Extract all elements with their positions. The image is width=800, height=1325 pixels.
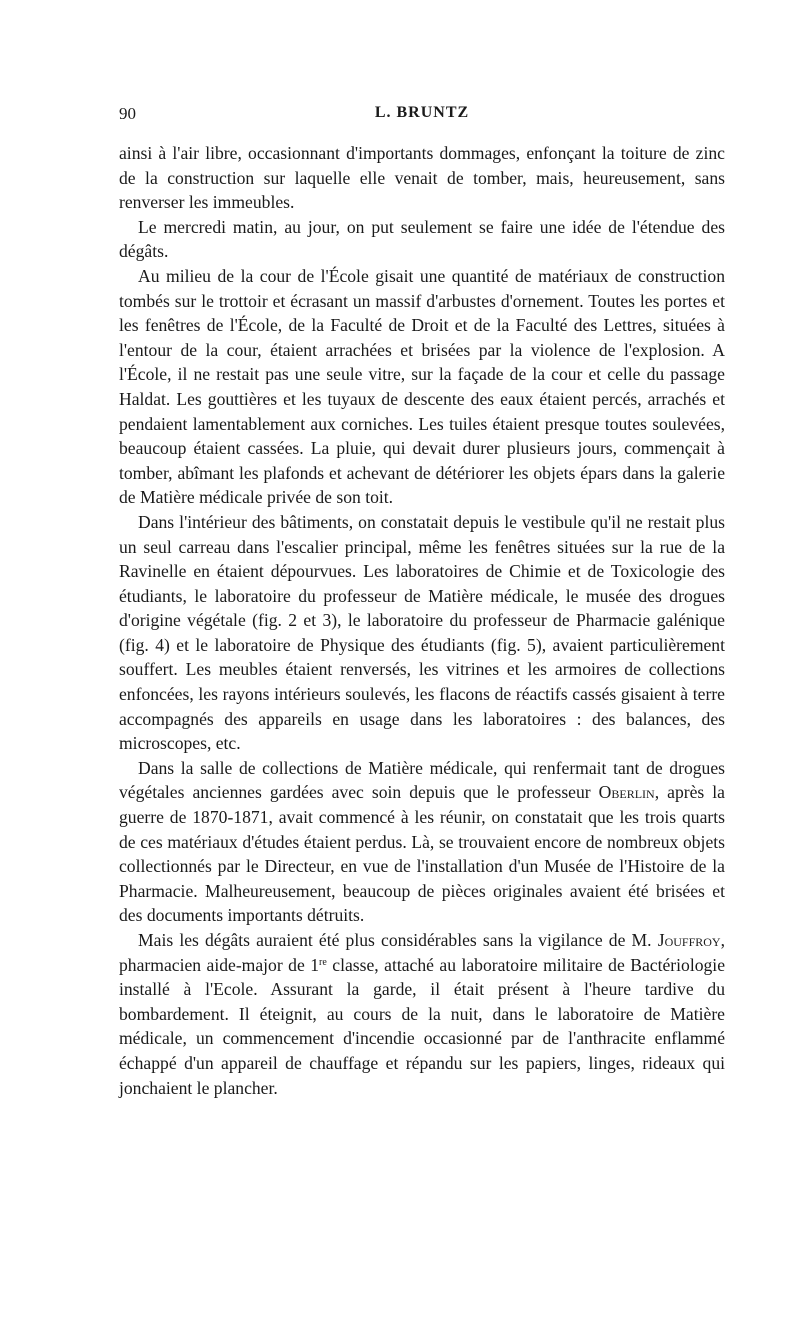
page-header [119, 104, 725, 128]
paragraph-4: Dans l'intérieur des bâtiments, on constatait depuis le vestibule qu'il ne restait plus un seul carreau dans l'escalier principal, même les fenêtres situées sur la rue de la Ravinelle en étaient dépourvues. Les laboratoires de Chimie et de Toxicologie des étudiants, le laboratoire du professeur de Matière médicale, le musée des drogues d'origine végétale (fig. 2 et 3), le laboratoire du professeur de Pharmacie galénique (fig. 4) et le laboratoire de Physique des étudiants (fig. 5), avaient particulièrement souffert. Les meubles étaient renversés, les vitrines et les armoires de collections enfoncées, les rayons intérieurs soulevés, les flacons de réactifs cassés gisaient à terre accompagnés des appareils en usage dans les laboratoires : des balances, des microscopes, etc. [119, 511, 725, 754]
paragraph-3: Au milieu de la cour de l'École gisait une quantité de matériaux de construction tombés sur le trottoir et écrasant un massif d'arbustes d'ornement. Toutes les portes et les fenêtres de l'École, de la Faculté de Droit et de la Faculté des Lettres, situées à l'entour de la cour, étaient arrachées et brisées par la violence de l'explosion. A l'École, il ne restait pas une seule vitre, sur la façade de la cour et celle du passage Haldat. Les gouttières et les tuyaux de descente des eaux étaient percés, arrachés et pendaient lamentablement aux corniches. Les tuiles étaient presque toutes soulevées, beaucoup étaient cassées. La pluie, qui devait durer plusieurs jours, commençait à tomber, abîmant les plafonds et achevant de détériorer les objets épars dans la galerie de Matière médicale privée de son toit. [119, 265, 725, 508]
ordinal-superscript: re [319, 956, 327, 968]
paragraph-6-text-b: , pharmacien aide-major de 1 [119, 930, 725, 975]
body-text [119, 141, 725, 1100]
paragraph-5-text-b: , après la guerre de 1870-1871, avait commencé à les réunir, on constatait que les trois quarts de ces matériaux d'études étaient perdus. Là, se trouvaient encore de nombreux objets collectionnés par le Directeur, en vue de l'installation d'un Musée de l'Histoire de la Pharmacie. Malheureusement, beaucoup de pièces originales avaient été brisées et des documents importants détruits. [119, 782, 725, 926]
paragraph-6-text-c: classe, attaché au laboratoire militaire de Bactériologie installé à l'Ecole. Assurant la garde, il était présent à l'heure tardive du bombardement. Il éteignit, au cours de la nuit, dans le laboratoire de Matière médicale, un commencement d'incendie occasionné par de l'anthracite enflammé échappé d'un appareil de chauffage et répandu sur les papiers, linges, rideaux qui jonchaient le plancher. [119, 954, 725, 1098]
paragraph-1: ainsi à l'air libre, occasionnant d'importants dommages, enfonçant la toiture de zinc de la construction sur laquelle elle venait de tomber, mais, heureusement, sans renverser les immeubles. [119, 143, 725, 213]
person-name-jouffroy: Jouffroy [657, 930, 721, 950]
person-name-oberlin: Oberlin [598, 782, 655, 803]
paragraph-2: Le mercredi matin, au jour, on put seulement se faire une idée de l'étendue des dégâts. [119, 216, 725, 262]
page-number: 90 [119, 104, 136, 123]
paragraph-5 [119, 756, 725, 928]
paragraph-6 [119, 928, 725, 1100]
paragraph-6-text-a: Mais les dégâts auraient été plus considérables sans la vigilance de M. [138, 930, 658, 950]
running-head: L. BRUNTZ [374, 104, 470, 121]
paragraph-5-text-a: Dans la salle de collections de Matière médicale, qui renfermait tant de drogues végétales anciennes gardées avec soin depuis que le professeur [119, 757, 725, 803]
